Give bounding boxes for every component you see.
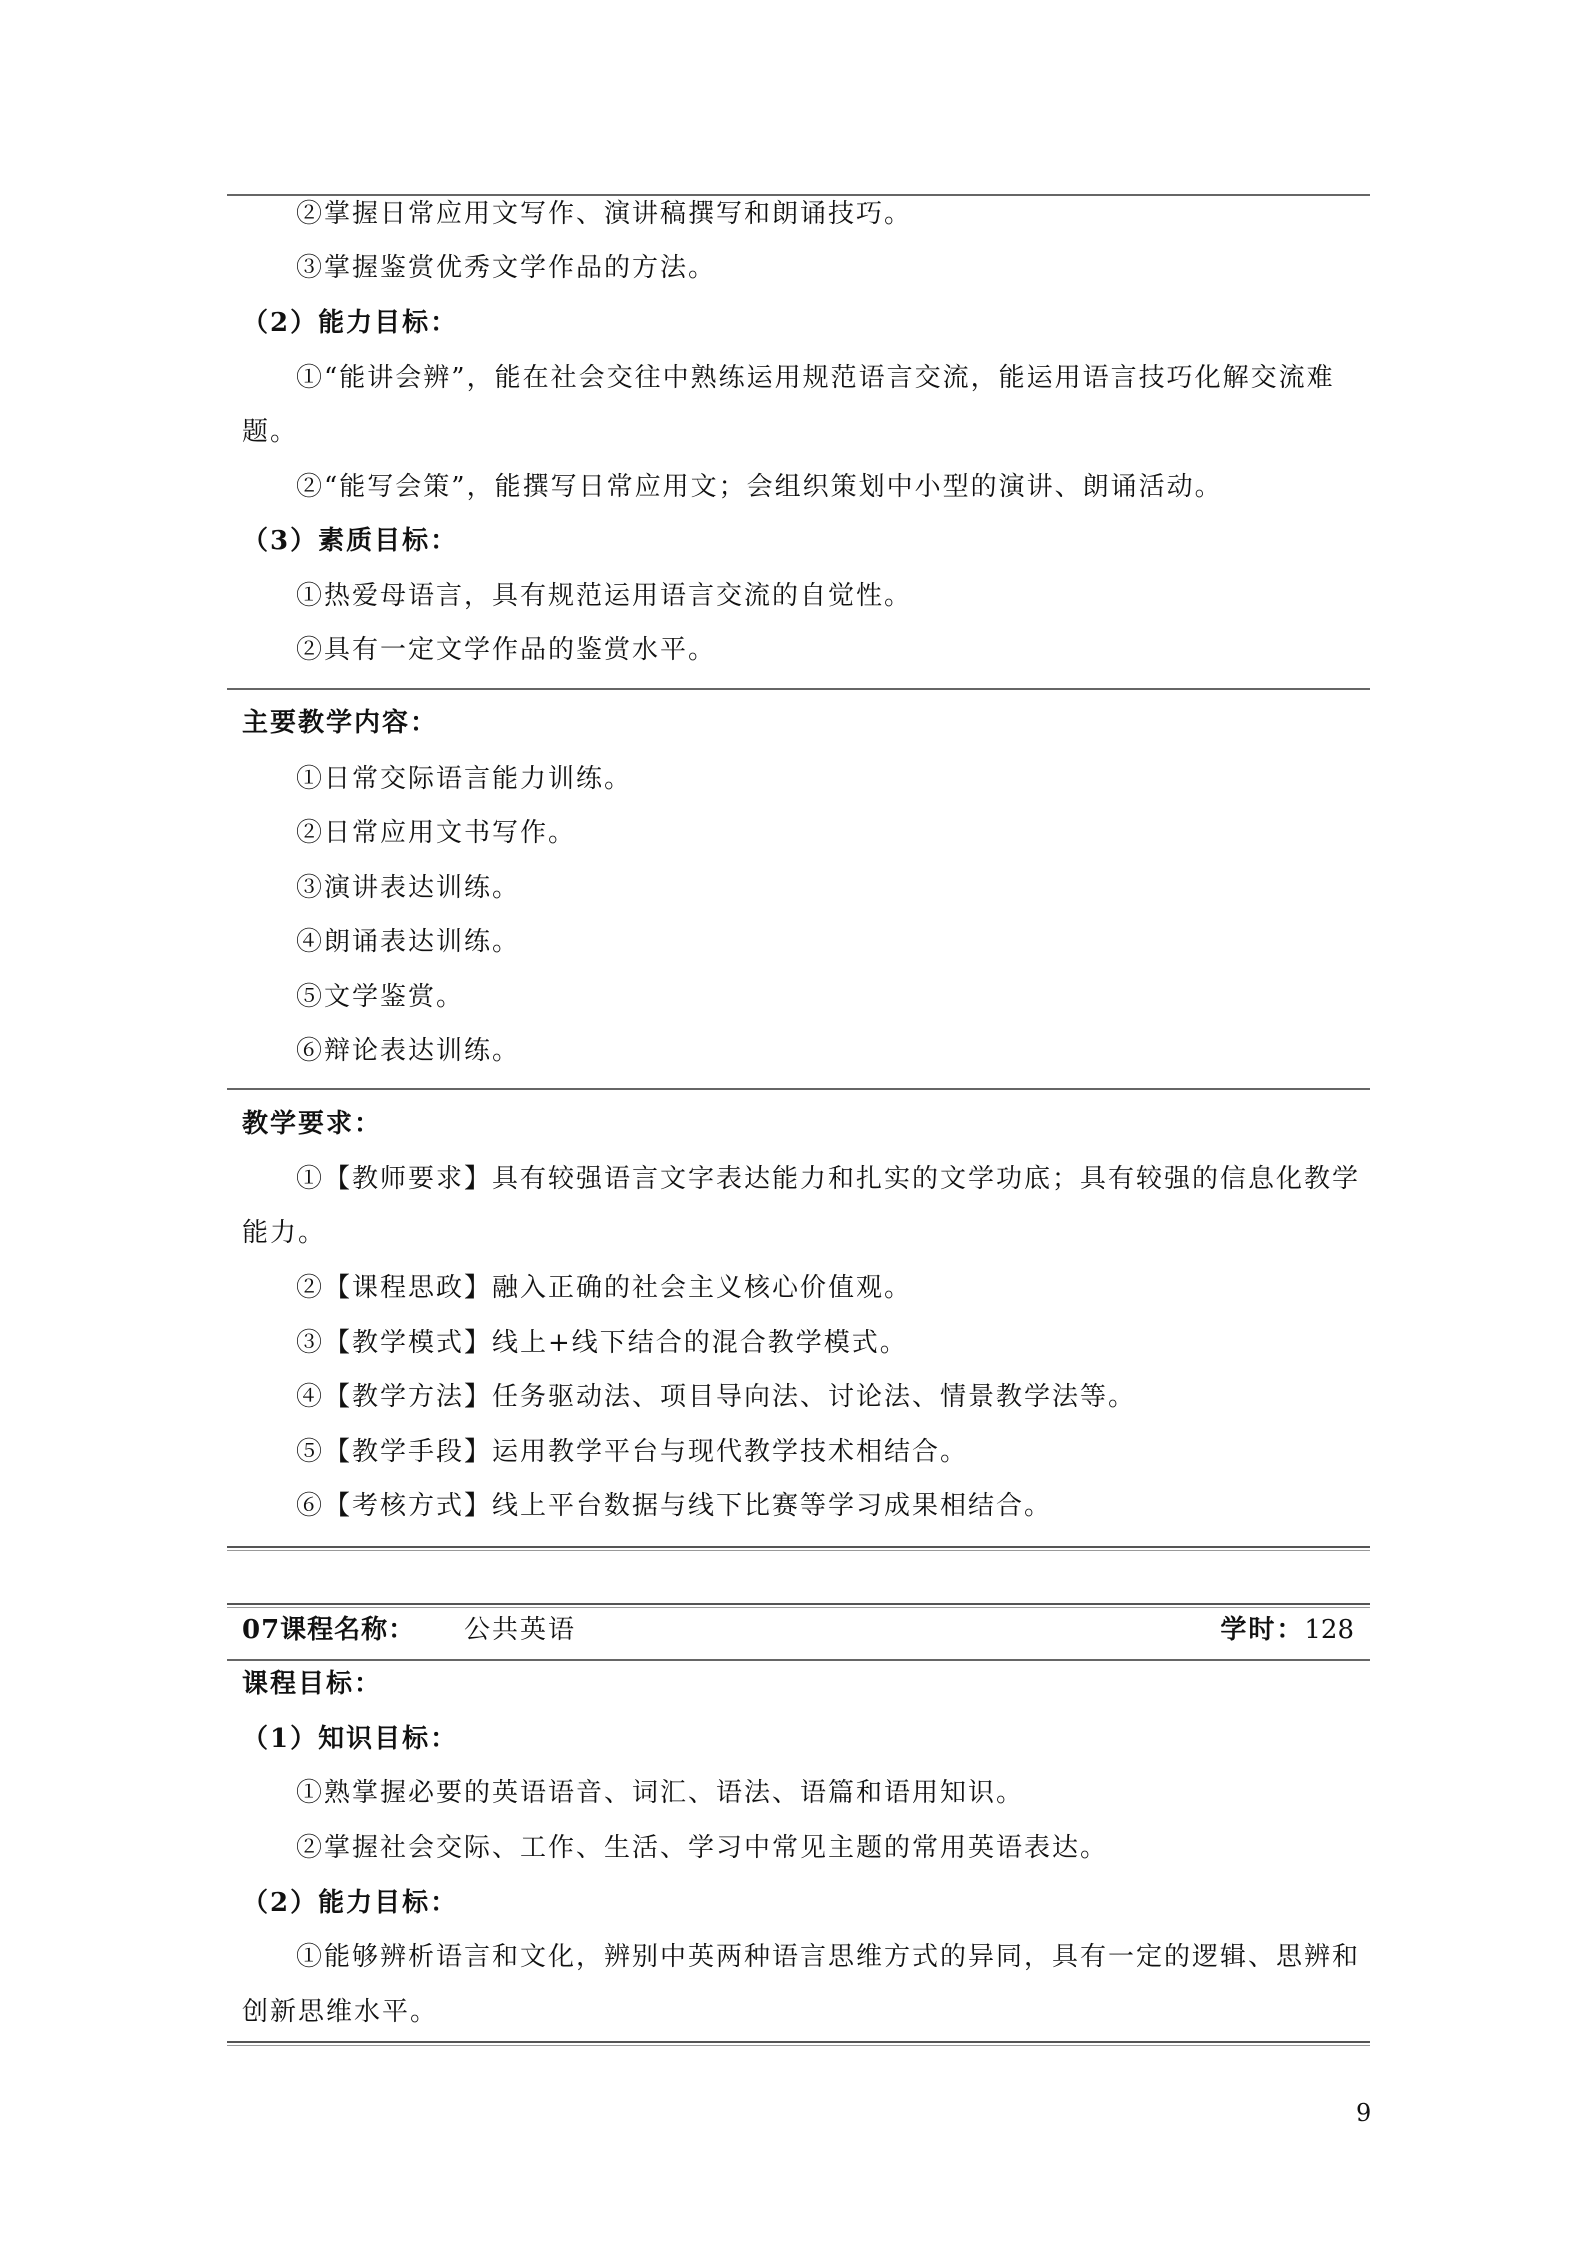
table-rule	[227, 1088, 1370, 1090]
ability-goals-heading: （2）能力目标：	[242, 1888, 459, 1918]
teaching-content-item: ⑤文学鉴赏。	[296, 982, 465, 1012]
course-code-label: 07课程名称：	[242, 1615, 416, 1645]
course-name: 公共英语	[464, 1615, 577, 1645]
ability-goal-1-cont: 创新思维水平。	[242, 1997, 439, 2027]
ability-goal-1: ①“能讲会辨”，能在社会交往中熟练运用规范语言交流，能运用语言技巧化解交流难	[296, 363, 1335, 393]
knowledge-goals-heading: （1）知识目标：	[242, 1724, 459, 1754]
table-bottom-rule	[227, 2041, 1370, 2043]
course-goals-heading: 课程目标：	[242, 1669, 383, 1699]
requirement-ideology: ②【课程思政】融入正确的社会主义核心价值观。	[296, 1273, 913, 1303]
course-header	[242, 1613, 1354, 1647]
page-number: 9	[1356, 2099, 1372, 2127]
teaching-content-item: ②日常应用文书写作。	[296, 818, 577, 848]
hours-value: 128	[1304, 1615, 1354, 1645]
requirement-method: ④【教学方法】任务驱动法、项目导向法、讨论法、情景教学法等。	[296, 1382, 1137, 1412]
course-hours	[1220, 1613, 1354, 1647]
ability-goal-1-cont: 题。	[242, 417, 299, 447]
ability-goal-2: ②“能写会策”，能撰写日常应用文；会组织策划中小型的演讲、朗诵活动。	[296, 472, 1223, 502]
requirement-mode: ③【教学模式】线上+线下结合的混合教学模式。	[296, 1328, 908, 1358]
table-top-rule	[227, 1603, 1370, 1605]
table-rule	[227, 1659, 1370, 1661]
teaching-content-item: ①日常交际语言能力训练。	[296, 764, 633, 794]
ability-goal-1: ①能够辨析语言和文化，辨别中英两种语言思维方式的异同，具有一定的逻辑、思辨和	[296, 1942, 1361, 1972]
knowledge-goal-2: ②掌握社会交际、工作、生活、学习中常见主题的常用英语表达。	[296, 1833, 1109, 1863]
table-rule	[227, 688, 1370, 690]
knowledge-goal-3: ③掌握鉴赏优秀文学作品的方法。	[296, 253, 717, 283]
teaching-content-item: ⑥辩论表达训练。	[296, 1036, 521, 1066]
teaching-requirements-heading: 教学要求：	[242, 1109, 383, 1139]
table-bottom-rule	[227, 1546, 1370, 1548]
teaching-content-item: ③演讲表达训练。	[296, 873, 521, 903]
teaching-content-item: ④朗诵表达训练。	[296, 927, 521, 957]
knowledge-goal-1: ①熟掌握必要的英语语音、词汇、语法、语篇和语用知识。	[296, 1778, 1025, 1808]
ability-goals-heading: （2）能力目标：	[242, 308, 459, 338]
quality-goal-1: ①热爱母语言，具有规范运用语言交流的自觉性。	[296, 581, 913, 611]
quality-goals-heading: （3）素质目标：	[242, 526, 459, 556]
table-rule	[227, 194, 1370, 196]
requirement-means: ⑤【教学手段】运用教学平台与现代教学技术相结合。	[296, 1437, 969, 1467]
quality-goal-2: ②具有一定文学作品的鉴赏水平。	[296, 635, 717, 665]
knowledge-goal-2: ②掌握日常应用文写作、演讲稿撰写和朗诵技巧。	[296, 199, 913, 229]
teaching-content-heading: 主要教学内容：	[242, 708, 439, 738]
hours-label: 学时：	[1220, 1615, 1305, 1645]
requirement-assessment: ⑥【考核方式】线上平台数据与线下比赛等学习成果相结合。	[296, 1491, 1053, 1521]
requirement-teacher: ①【教师要求】具有较强语言文字表达能力和扎实的文学功底；具有较强的信息化教学	[296, 1164, 1361, 1194]
requirement-teacher-cont: 能力。	[242, 1218, 327, 1248]
